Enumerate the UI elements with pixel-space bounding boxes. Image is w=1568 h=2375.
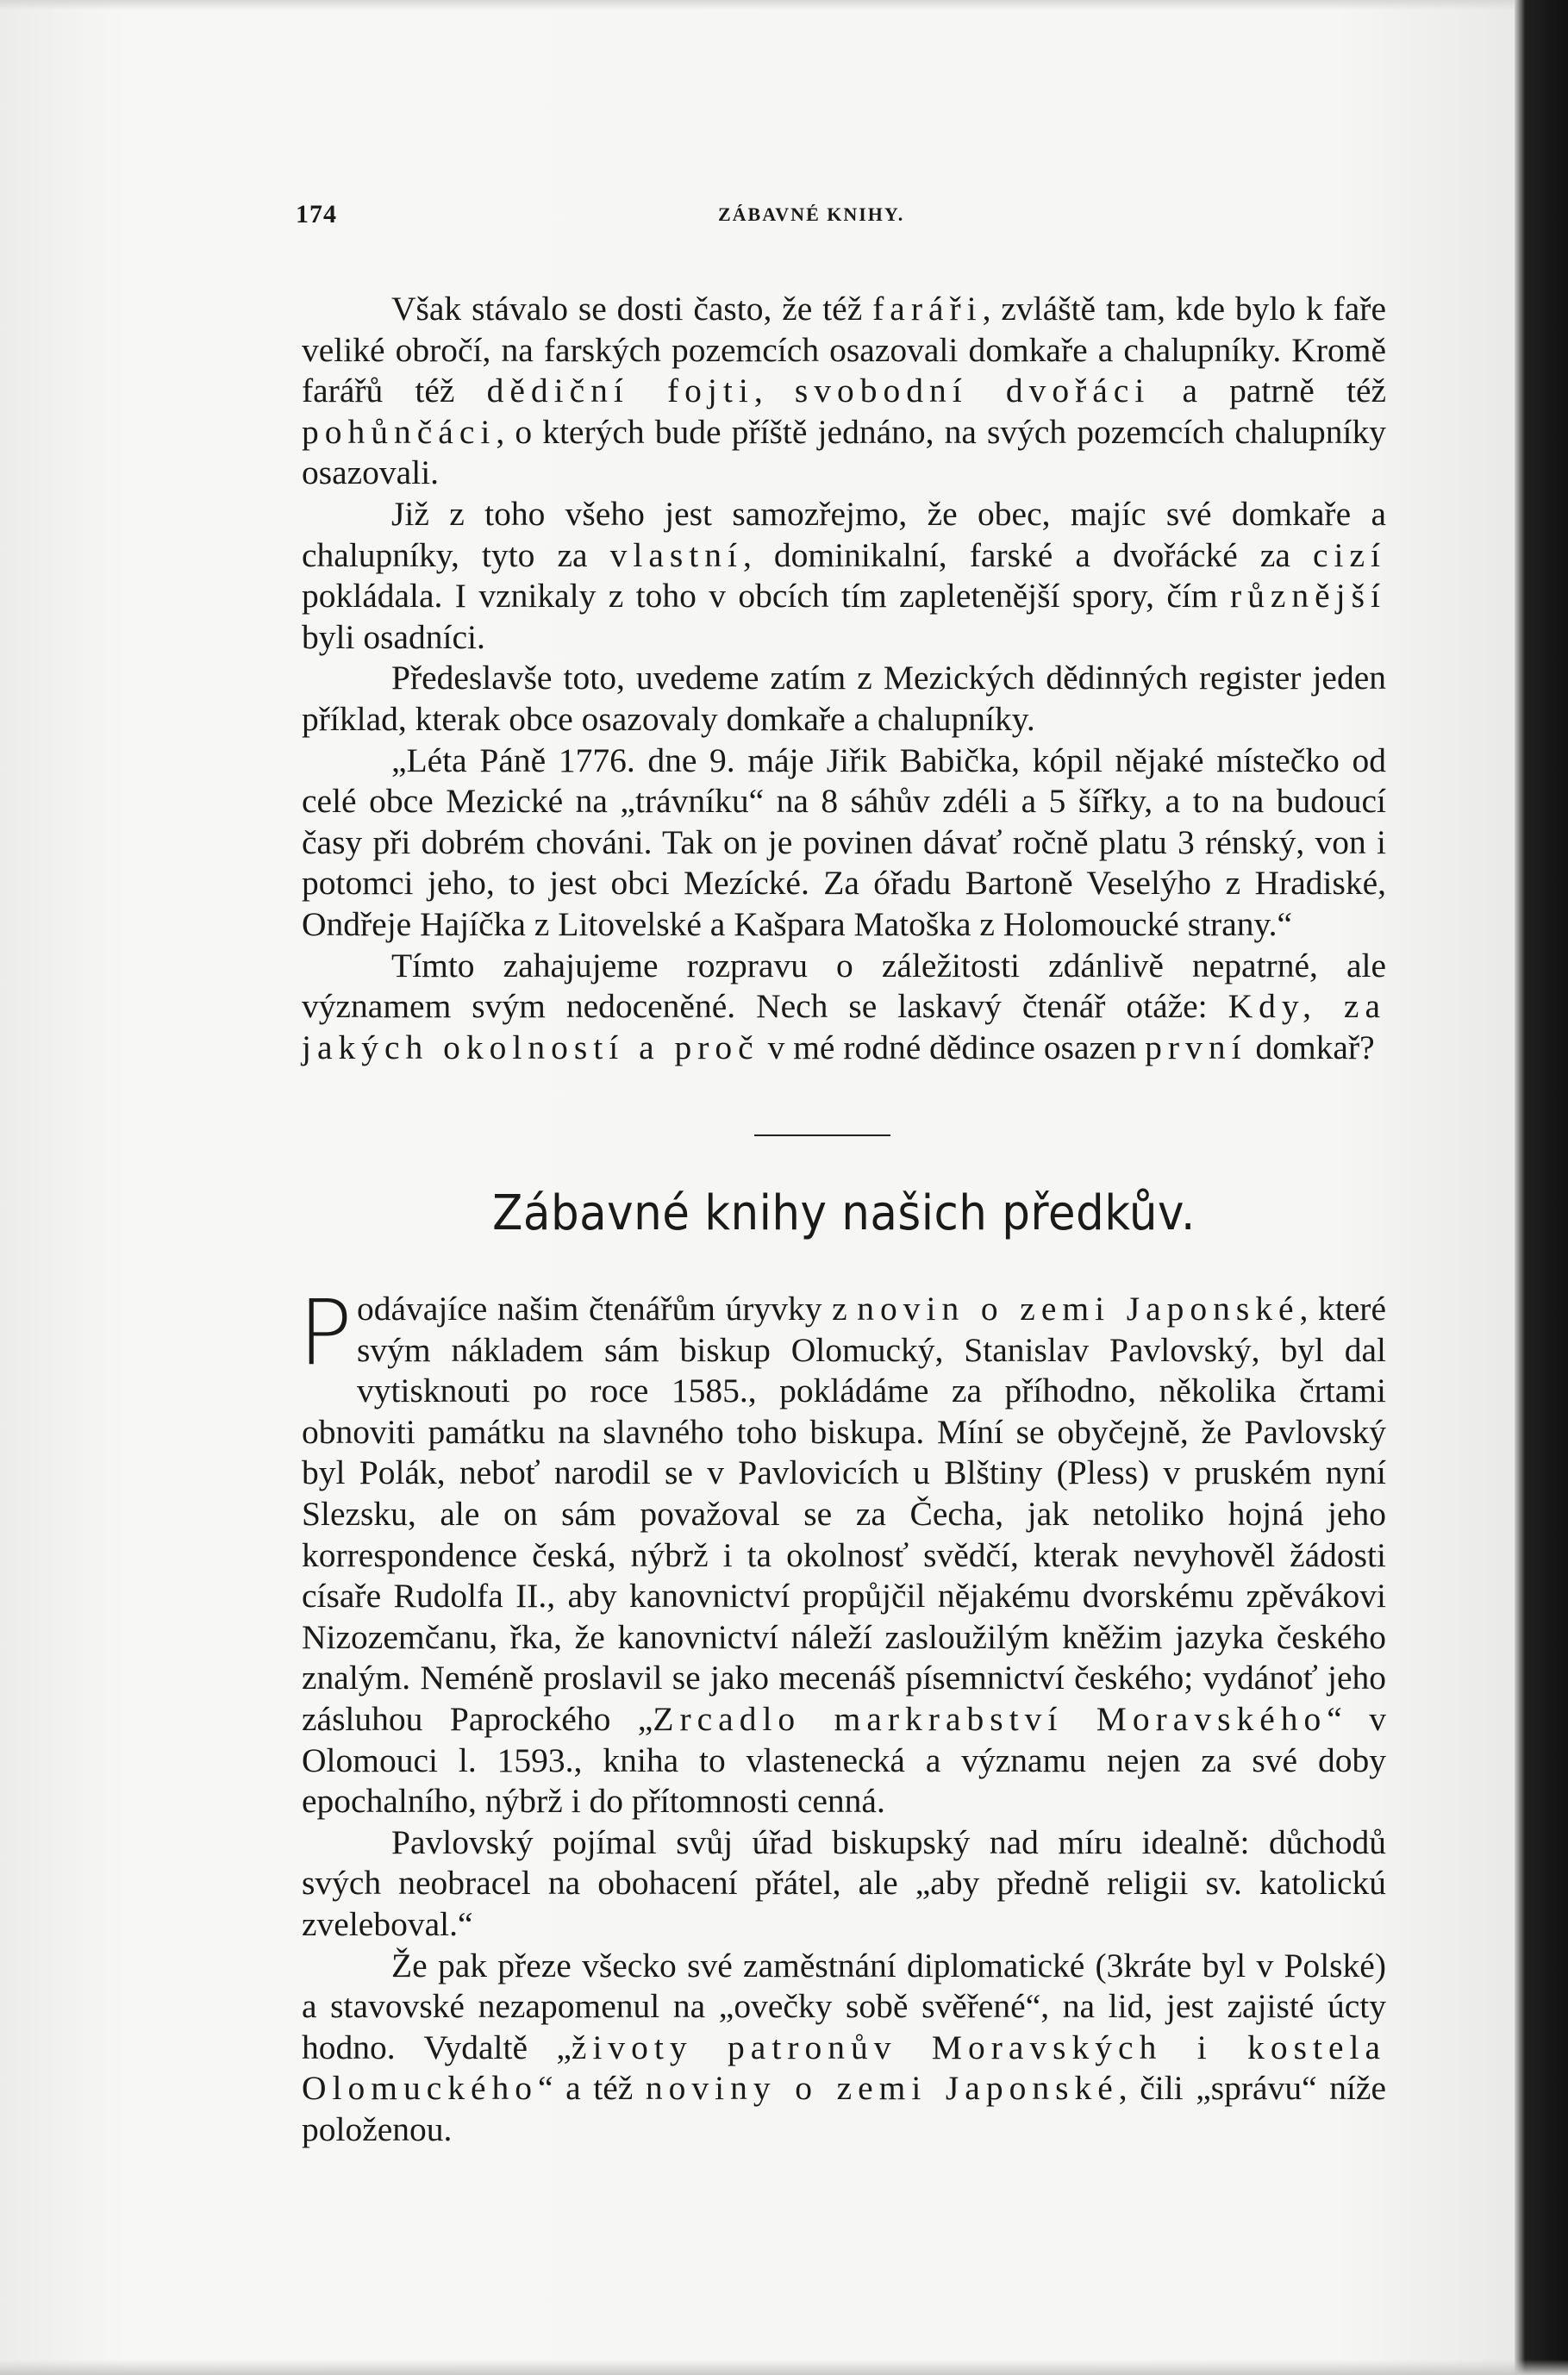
paragraph: Pavlovský pojímal svůj úřad biskupský nad míru idealně: důchodů svých neobracel na obohacení přátel, ale „aby předně religii sv. katolickú zveleboval.“	[302, 1822, 1386, 1943]
text-run: “ v Olomouci l. 1593., kniha to vlastenecká a významu nejen za své doby epochalního, nýbrž i do přítomnosti cenná.	[302, 1699, 1386, 1821]
text-run: domkař?	[1246, 1028, 1375, 1066]
spaced-emphasis: svobodní dvořáci	[794, 372, 1151, 410]
text-run: odávajíce našim čtenářům úryvky z	[357, 1290, 858, 1328]
page-number: 174	[296, 200, 337, 228]
text-run: v mé rodné dědince osazen	[759, 1028, 1146, 1066]
text-run: Již z toho všeho jest samozřejmo, že obec, majíc své domkaře a chalupníky, tyto za	[302, 494, 1386, 574]
page-top-shadow	[0, 0, 1568, 10]
spaced-emphasis: faráři	[872, 290, 983, 328]
text-run: Však stávalo se dosti často, že též	[391, 290, 873, 328]
spaced-emphasis: novin o zemi Japonské	[857, 1290, 1300, 1328]
spaced-emphasis: vlastní	[609, 535, 743, 574]
spaced-emphasis: různější	[1229, 577, 1386, 616]
text-run: Tímto zahajujeme rozpravu o záležitosti zdánlivě nepatrné, ale významem svým nedoceněné. Nech se laskavý čtenář otáže:	[302, 946, 1386, 1026]
text-run: , které svým nákladem sám biskup Olomucký, Stanislav Pavlovský, byl dal vytisknouti po roce 1585., pokládáme za příhodno, několika črtami obnoviti památku na slavného toho biskupa. Míní se obyčejně, že Pavlovský byl Polák, neboť narodil se v Pavlovicích u Blštiny (Pless) v pruském nyní Slezsku, ale on sám považoval se za Čecha, jak netoliko hojná jeho korrespondence česká, nýbrž i ta okolnosť svědčí, kterak nevyhověl žádosti císaře Rudolfa II., aby kanovnictví propůjčil nějakému dvorskému zpěvákovi Nizozemčanu, řka, že kanovnictví náleží zasloužilým kněžim jazyka českého znalým. Neméně proslavil se jako mecenáš písemnictví českého; vydánoť jeho zásluhou Paprockého „	[302, 1290, 1386, 1738]
paragraph	[302, 289, 1386, 494]
text-run: Že pak přeze všecko své zaměstnání diplomatické (3kráte byl v Polské) a stavovské nezapomenul na „ovečky sobě svěřené“, na lid, jest zajisté úcty hodno. Vydaltě „	[302, 1946, 1386, 2066]
spaced-emphasis: cizí	[1312, 535, 1386, 574]
paragraph-text	[302, 1290, 1386, 1820]
text-run: pokládala. I vznikaly z toho v obcích tím zapletenější spory, čím	[302, 577, 1230, 616]
spaced-emphasis: první	[1145, 1028, 1247, 1066]
drop-cap: P	[298, 1280, 353, 1385]
page-header	[296, 200, 1386, 234]
running-head: ZÁBAVNÉ KNIHY.	[718, 203, 905, 225]
paragraph	[302, 1946, 1386, 2151]
section-title: Zábavné knihy našich předkův.	[492, 1185, 1196, 1241]
page-bottom-shadow	[0, 2359, 1568, 2375]
text-run: , o kterých bude příště jednáno, na svých pozemcích chalupníky osazovali.	[302, 412, 1386, 492]
spaced-emphasis: noviny o zemi Japonské	[645, 2069, 1119, 2108]
spaced-emphasis: Kdy, za jakých okolností a proč	[302, 987, 1386, 1066]
text-run: byli osadníci.	[302, 617, 485, 656]
spaced-emphasis: životy patronův Moravských i kostela Olomuckého	[302, 2028, 1386, 2108]
text-run: , čili „správu“ níže položenou.	[302, 2069, 1386, 2148]
article-domkari	[302, 289, 1386, 1068]
spaced-emphasis: dědiční fojti	[486, 372, 754, 410]
paragraph	[302, 494, 1386, 658]
text-run: , zvláště tam, kde bylo k faře veliké obročí, na farských pozemcích osazovali domkaře a chalupníky. Kromě farářů též	[302, 290, 1386, 410]
spaced-emphasis: Zrcadlo markrabství Moravského	[653, 1699, 1327, 1738]
paragraph: Předeslavše toto, uvedeme zatím z Mezických dědinných register jeden příklad, kterak obce osazovaly domkaře a chalupníky.	[302, 659, 1386, 738]
paragraph-with-dropcap	[298, 1280, 1386, 1822]
text-run: “ a též	[538, 2069, 646, 2108]
text-run: a patrně též	[1150, 372, 1387, 410]
quote-paragraph: „Léta Páně 1776. dne 9. máje Jiřik Babička, kópil nějaké místečko od celé obce Mezické na „trávníku“ na 8 sáhův zdéli a 5 šířky, a to na budoucí časy při dobrém chováni. Tak on je povinen dávať ročně platu 3 rénský, von i potomci jeho, to jest obci Mezícké. Za óřadu Bartoně Veselýho z Hradiské, Ondřeje Hajíčka z Litovelské a Kašpara Matoška z Holomoucké strany.“	[302, 741, 1386, 943]
section-divider	[754, 1134, 890, 1136]
page-binding-edge	[1515, 0, 1568, 2375]
article-zabavne-knihy	[298, 1280, 1386, 2150]
paragraph	[302, 946, 1386, 1069]
text-run: ,	[753, 372, 795, 410]
spaced-emphasis: pohůnčáci	[302, 412, 497, 451]
text-run: , dominikalní, farské a dvořácké za	[742, 535, 1313, 574]
